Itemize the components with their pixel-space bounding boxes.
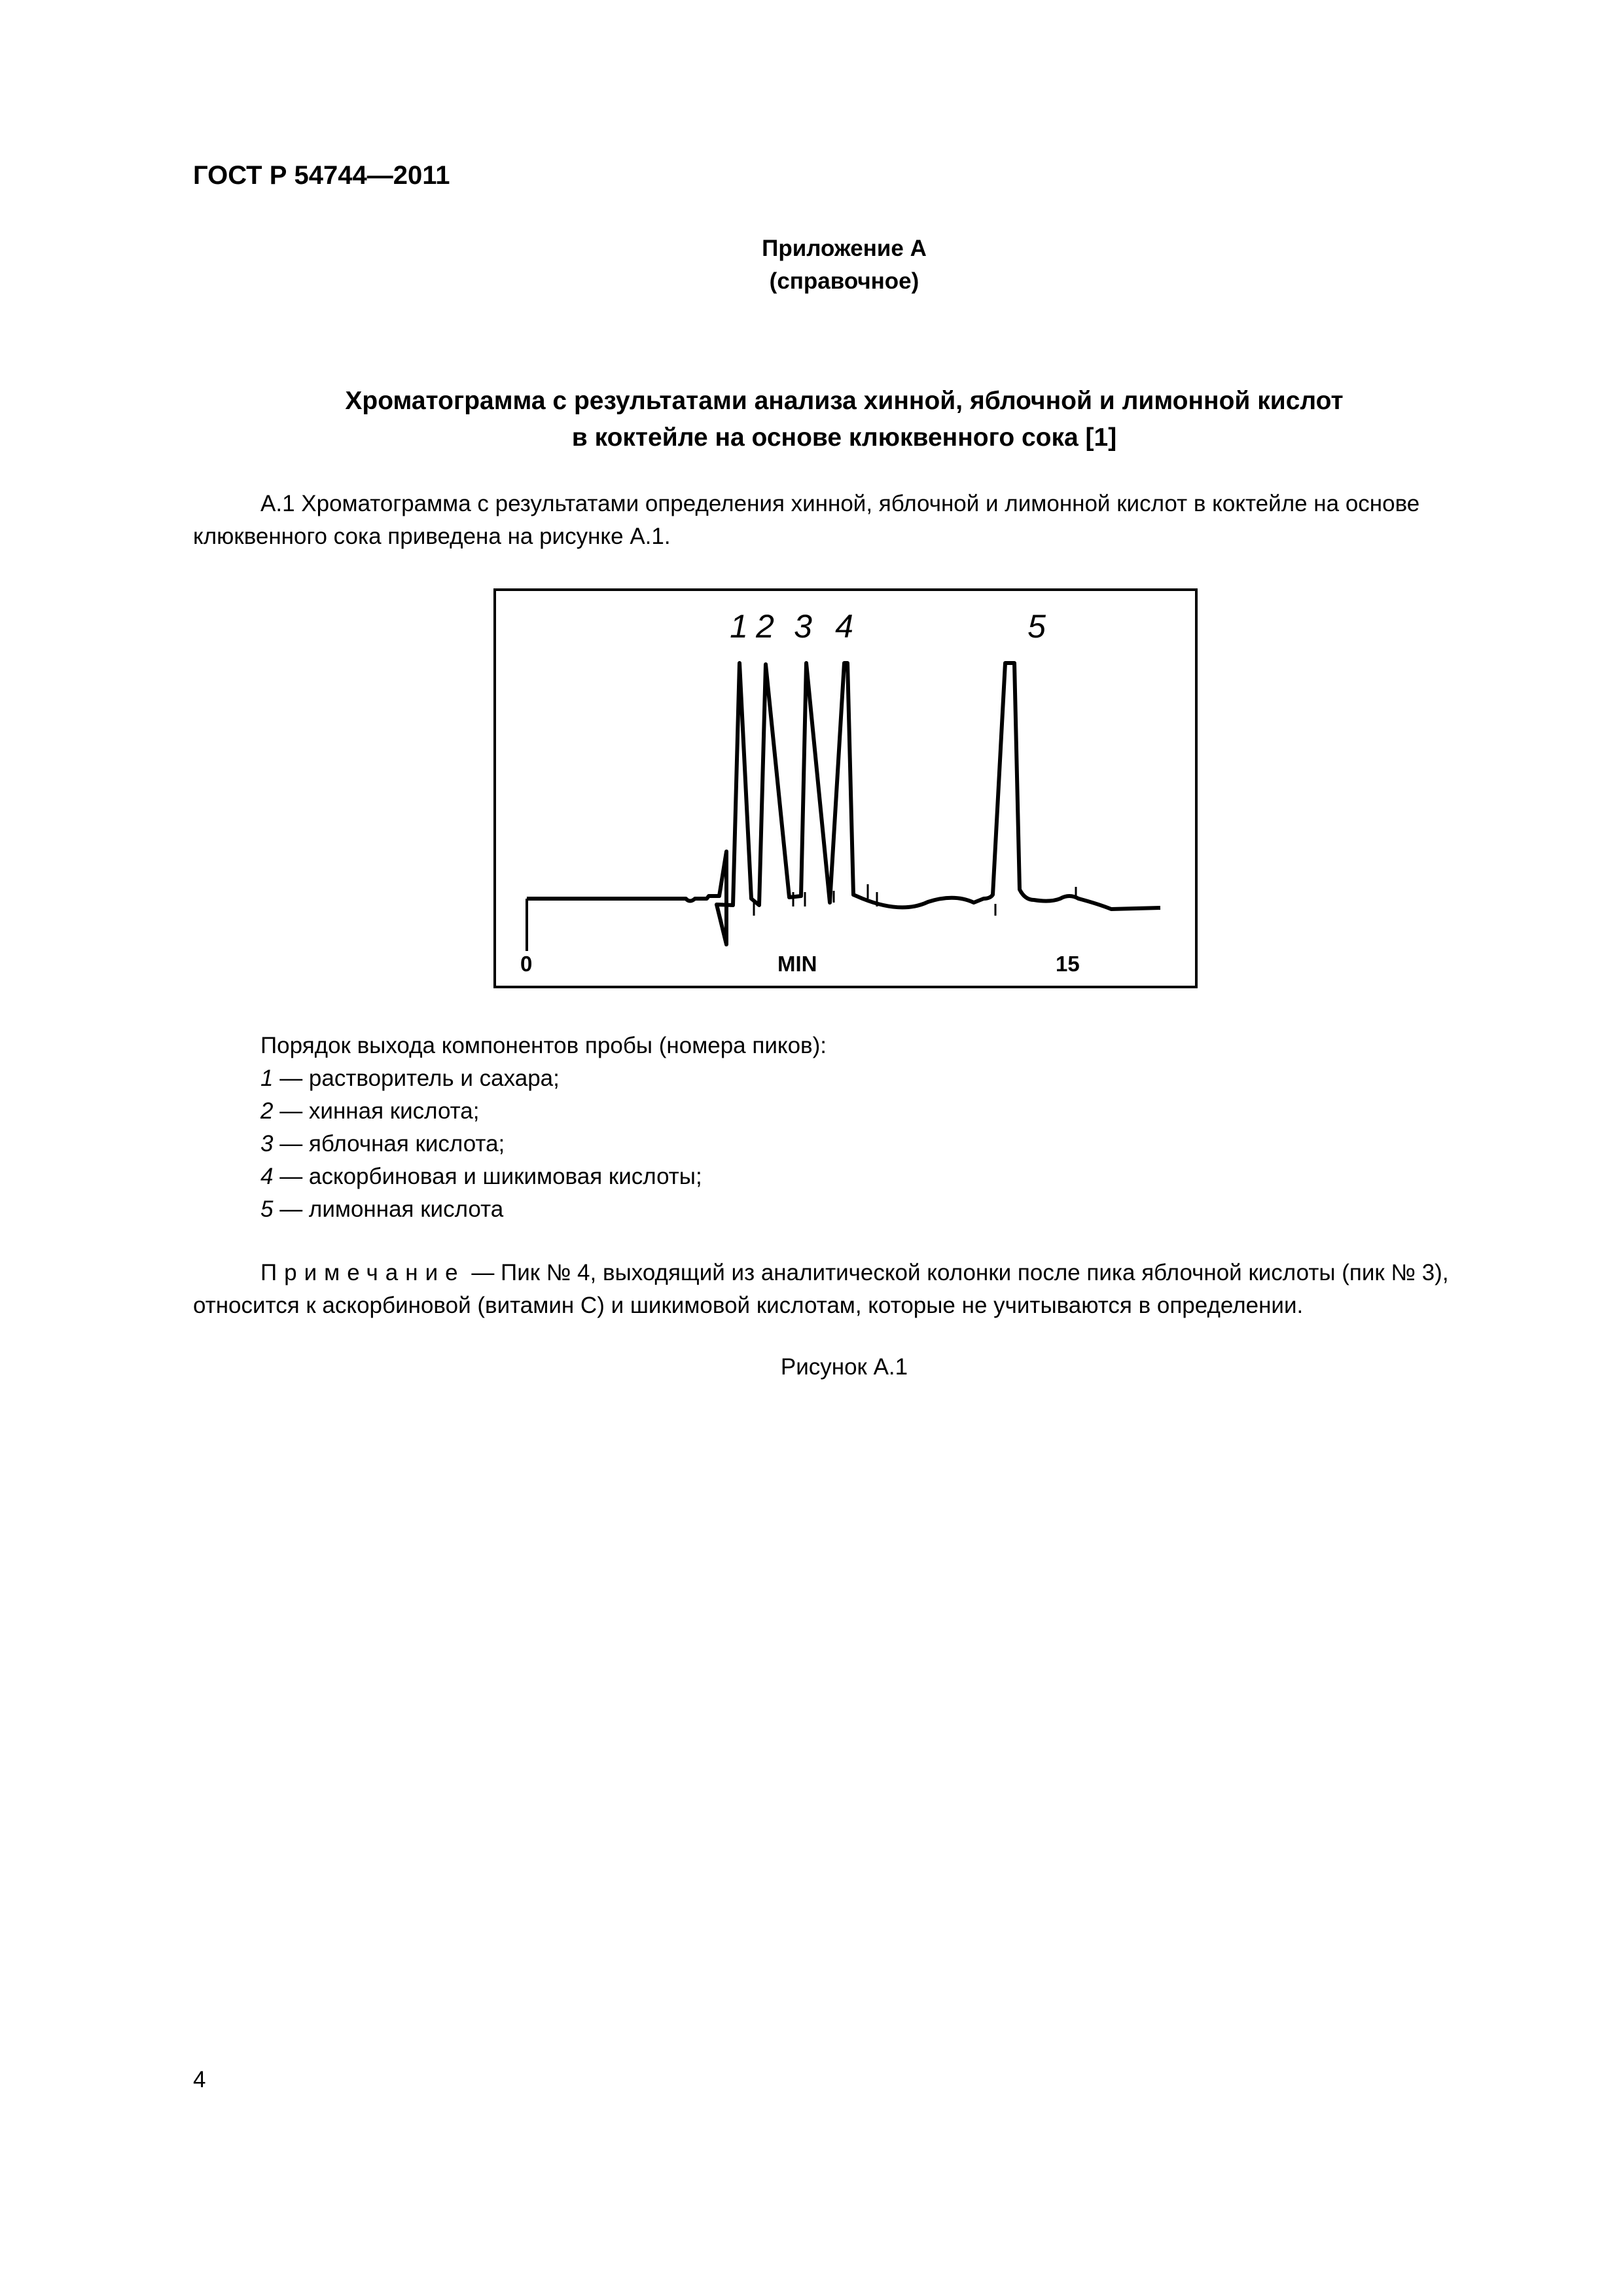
peak-legend (260, 1030, 827, 1226)
body-paragraph (193, 488, 1502, 553)
peak-label-5: 5 (1027, 608, 1046, 645)
page-number: 4 (193, 2067, 206, 2092)
appendix-heading (0, 232, 1623, 298)
appendix-title: Приложение А (762, 236, 927, 261)
peak-label-3: 3 (794, 608, 812, 645)
axis-label-zero: 0 (520, 952, 533, 976)
chromatogram-plot (496, 591, 1195, 986)
legend-item-number: 3 (260, 1131, 274, 1157)
legend-item (260, 1095, 827, 1128)
axis-label-unit: MIN (777, 952, 817, 976)
peak-label-2: 2 (756, 608, 774, 645)
legend-item-text: — яблочная кислота; (273, 1131, 505, 1157)
legend-item-number: 1 (260, 1066, 274, 1091)
legend-item (260, 1062, 827, 1095)
note-text: — Пик № 4, выходящий из аналитической колонки после пика яблочной кислоты (пик № 3), относится к аскорбиновой (витамин С) и шикимовой кислотам, которые не учитываются в определении. (193, 1260, 1449, 1318)
note-label: Примечание (260, 1260, 465, 1285)
document-code: ГОСТ Р 54744—2011 (193, 161, 450, 190)
legend-item-text: — хинная кислота; (273, 1098, 480, 1124)
figure-caption: Рисунок А.1 (780, 1354, 908, 1380)
section-title (0, 383, 1623, 456)
section-title-line-2: в коктейле на основе клюквенного сока [1] (571, 423, 1117, 452)
section-title-line-1: Хроматограмма с результатами анализа хинной, яблочной и лимонной кислот (345, 387, 1344, 415)
legend-item-number: 5 (260, 1196, 274, 1222)
peak-label-1: 1 (730, 608, 748, 645)
legend-item-text: — лимонная кислота (273, 1196, 504, 1222)
note-paragraph (193, 1257, 1502, 1322)
chromatogram-trace (527, 663, 1160, 944)
legend-item-number: 2 (260, 1098, 274, 1124)
peak-label-4: 4 (835, 608, 853, 645)
legend-item (260, 1193, 827, 1226)
chromatogram-figure (493, 588, 1198, 988)
legend-item-text: — растворитель и сахара; (273, 1066, 560, 1091)
legend-item (260, 1128, 827, 1160)
legend-item-number: 4 (260, 1164, 274, 1189)
legend-item-text: — аскорбиновая и шикимовая кислоты; (273, 1164, 702, 1189)
legend-item (260, 1160, 827, 1193)
appendix-type: (справочное) (769, 268, 919, 294)
axis-label-fifteen: 15 (1056, 952, 1080, 976)
legend-heading: Порядок выхода компонентов пробы (номера пиков): (260, 1033, 827, 1058)
body-paragraph-text: А.1 Хроматограмма с результатами определения хинной, яблочной и лимонной кислот в коктейле на основе клюквенного сока приведена на рисунке А.1. (193, 491, 1420, 549)
